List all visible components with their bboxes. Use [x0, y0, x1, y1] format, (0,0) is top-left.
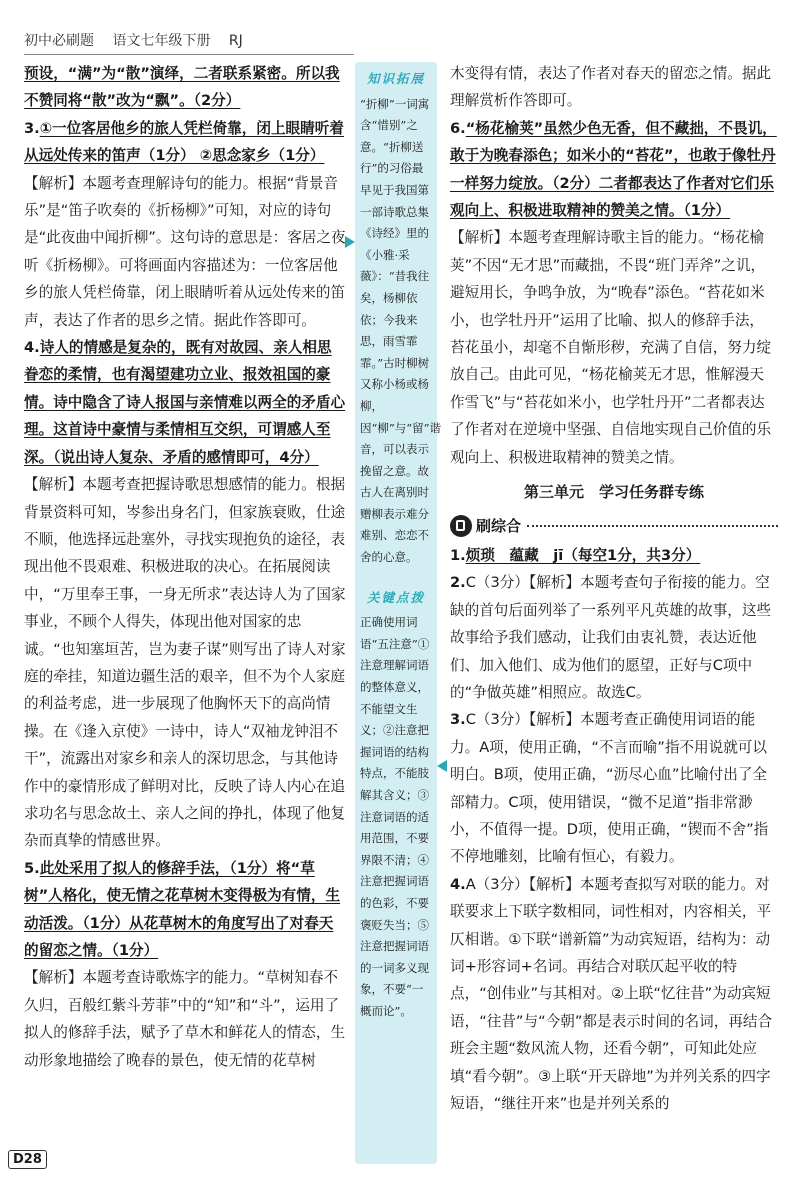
answer-2 — [450, 569, 778, 706]
tips-text: 正确使用词语“五注意”①注意理解词语的整体意义，不能望文生义；②注意把握词语的结构特点，不能肢解其含义；③注意词语的适用范围，不要界限不清；④注意把握词语的色彩，不要褒贬失当；⑤注意把握词语的一词多义现象，不要“一概而论”。 — [360, 615, 430, 1018]
question-6 — [450, 115, 778, 225]
q4-number: 4. — [24, 339, 40, 357]
question-5 — [24, 855, 346, 965]
q6-number: 6. — [450, 119, 466, 137]
subject-name: 语文七年级下册 — [112, 33, 211, 49]
q4-answer: 诗人的情感是复杂的，既有对故园、亲人相思眷恋的柔情，也有渴望建功立业、报效祖国的豪情。诗中隐含了诗人报国与亲情难以两全的矛盾心理。这首诗中豪情与柔情相互交织，可谓感人至深。（说出诗人复杂、矛盾的感情即可，4分） — [24, 339, 346, 466]
q3-analysis: 【解析】本题考查理解诗句的能力。根据“背景音乐”是“笛子吹奏的《折杨柳》”可知，对应的诗句是“此夜曲中闻折柳”。这句诗的意思是：客居之夜听《折杨柳》。可将画面内容描述为：一位客居他乡的旅人凭栏倚靠，闭上眼睛听着从远处传来的笛声，表达了作者的思乡之情。据此作答即可。 — [24, 174, 346, 329]
q5-analysis-continued: 木变得有情，表达了作者对春天的留恋之情。据此理解赏析作答即可。 — [450, 65, 772, 110]
arrow-right-icon — [345, 236, 355, 248]
tips-title: 关键点拨 — [366, 589, 425, 605]
book-icon — [450, 515, 472, 537]
unit-title: 第三单元 学习任务群专练 — [523, 483, 704, 502]
q6-answer: “杨花榆荚”虽然少色无香，但不藏拙，不畏讥，敢于为晚春添色；如米小的“苔花”，也敢于像牡丹一样努力绽放。（2分）二者都表达了作者对它们乐观向上、积极进取精神的赞美之情。（1分） — [450, 119, 777, 220]
edition-label: RJ — [228, 33, 243, 49]
a4-text: A（3分）【解析】本题考查拟写对联的能力。对联要求上下联字数相同，词性相对，内容相关，平仄相谐。①下联“谱新篇”为动宾短语，结构为：动词+形容词+名词。再结合对联仄起平收的特点，“创伟业”与其相对。②上联“忆往昔”为动宾短语，“往昔”与“今朝”都是表示时间的名词，再结合班会主题“数风流人物，还看今朝”，可知此处应填“看今朝”。③上联“开天辟地”为并列关系的四字短语，“继往开来”也是并列关系的 — [450, 875, 773, 1113]
q5-answer: 此处采用了拟人的修辞手法，（1分）将“草树”人格化，使无情之花草树木变得极为有情，生动活泼。（1分）从花草树木的角度写出了对春天的留恋之情。（1分） — [24, 859, 341, 959]
section-badge — [450, 513, 778, 540]
header-divider — [24, 54, 354, 55]
answer-1 — [450, 542, 778, 569]
arrow-left-icon — [437, 760, 447, 772]
answer-4 — [450, 871, 778, 1118]
a2-text: C（3分）【解析】本题考查句子衔接的能力。空缺的首句后面列举了一系列平凡英雄的故事，这些故事给予我们感动，让我们由衷礼赞，表达近他们、加入他们、成为他们的愿望，正好与C项中的“争做英雄”相照应。故选C。 — [450, 574, 772, 701]
question-3 — [24, 115, 346, 170]
sidebar-notes — [355, 62, 442, 1164]
a3-number: 3. — [450, 711, 466, 729]
page-number: D28 — [8, 1150, 47, 1169]
series-name: 初中必刷题 — [24, 33, 94, 49]
q5-number: 5. — [24, 859, 40, 877]
knowledge-text: “折柳”一词寓含“惜别”之意。“折柳送行”的习俗最早见于我国第一部诗歌总集《诗经》里的《小雅·采薇》：“昔我往矣，杨柳依依；今我来思，雨雪霏霏。”古时柳树又称小杨或杨柳，因“柳”与“留”谐音，可以表示挽留之意。故古人在离别时赠柳表示难分难别、恋恋不舍的心意。 — [360, 96, 442, 565]
a1-number: 1. — [450, 546, 466, 564]
q6-analysis: 【解析】本题考查理解诗歌主旨的能力。“杨花榆荚”不因“无才思”而藏拙，不畏“班门弄斧”之讥，避短用长，争鸣争放，为“晚春”添色。“苔花如米小，也学牡丹开”运用了比喻、拟人的修辞手法，苔花虽小，却毫不自惭形秽，充满了自信，努力绽放自己。由此可见，“杨花榆荚无才思，惟解漫天作雪飞”与“苔花如米小，也学牡丹开”二者都表达了作者对在逆境中坚强、自信地实现自己价值的乐观向上、积极进取精神的赞美之情。 — [450, 229, 772, 466]
answer-continued: 预设，“满”为“散”演绎，二者联系紧密。所以我不赞同将“散”改为“飘”。（2分） — [24, 65, 340, 110]
knowledge-title: 知识拓展 — [366, 71, 425, 86]
a2-number: 2. — [450, 574, 466, 592]
q3-answer: ①一位客居他乡的旅人凭栏倚靠，闭上眼睛听着从远处传来的笛声（1分） ②思念家乡（1分） — [24, 119, 344, 165]
answer-3 — [450, 706, 778, 870]
question-4 — [24, 334, 346, 471]
right-column — [450, 60, 778, 1117]
left-column — [24, 60, 346, 1074]
q3-number: 3. — [24, 119, 40, 137]
badge-label: 刷综合 — [476, 516, 522, 535]
a3-text: C（3分）【解析】本题考查正确使用词语的能力。A项，使用正确，“不言而喻”指不用说就可以明白。B项，使用正确，“沥尽心血”比喻付出了全部精力。C项，使用错误，“微不足道”指非常渺小，不值得一提。D项，使用正确，“锲而不舍”指不停地雕刻，比喻有恒心，有毅力。 — [450, 711, 769, 866]
a4-number: 4. — [450, 875, 466, 893]
page-header — [24, 30, 257, 50]
a1-text: 烦琐 蕴藏 jī（每空1分，共3分） — [465, 546, 701, 564]
q4-analysis: 【解析】本题考查把握诗歌思想感情的能力。根据背景资料可知，岑参出身名门，但家族衰败，仕途不顺，他选择远赴塞外，寻找实现抱负的途径，表现出他不畏艰难、积极进取的决心。在拓展阅读中，“万里奉王事，一身无所求”表达诗人为了国家事业，不顾个人得失，体现出他对国家的忠诚。“也知塞垣苦，岂为妻子谋”则写出了诗人对家庭的牵挂，知道边疆生活的艰辛，但不为个人家庭的利益考虑，进一步展现了他胸怀天下的高尚情操。在《逢入京使》一诗中，诗人“双袖龙钟泪不干”，流露出对家乡和亲人的深切思念，与其他诗作中的豪情形成了鲜明对比，反映了诗人内心在追求功名与思念故土、亲人之间的挣扎，体现了他复杂而真挚的情感世界。 — [24, 476, 346, 850]
q5-analysis: 【解析】本题考查诗歌炼字的能力。“草树知春不久归，百般红紫斗芳菲”中的“知”和“斗”，运用了拟人的修辞手法，赋予了草木和鲜花人的情态，生动形象地描绘了晚春的景色，使无情的花草树 — [24, 969, 346, 1069]
badge-divider — [527, 525, 778, 527]
